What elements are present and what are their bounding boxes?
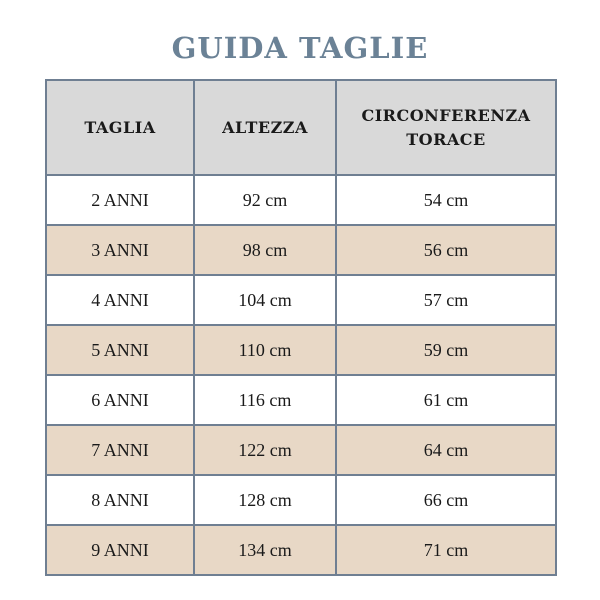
cell-torace: 57 cm	[336, 275, 556, 325]
header-circonferenza-line1: CIRCONFERENZA	[361, 105, 531, 125]
cell-taglia: 2 ANNI	[46, 175, 194, 225]
cell-altezza: 128 cm	[194, 475, 336, 525]
cell-altezza: 116 cm	[194, 375, 336, 425]
table-row	[46, 375, 556, 425]
header-circonferenza-line2: TORACE	[406, 129, 486, 149]
table-row	[46, 525, 556, 575]
cell-torace: 61 cm	[336, 375, 556, 425]
table-row	[46, 325, 556, 375]
cell-altezza: 134 cm	[194, 525, 336, 575]
size-chart-table	[45, 79, 557, 576]
table-row	[46, 475, 556, 525]
cell-altezza: 104 cm	[194, 275, 336, 325]
cell-torace: 54 cm	[336, 175, 556, 225]
cell-taglia: 4 ANNI	[46, 275, 194, 325]
cell-altezza: 110 cm	[194, 325, 336, 375]
cell-torace: 59 cm	[336, 325, 556, 375]
cell-taglia: 8 ANNI	[46, 475, 194, 525]
cell-taglia: 7 ANNI	[46, 425, 194, 475]
table-row	[46, 275, 556, 325]
cell-taglia: 6 ANNI	[46, 375, 194, 425]
page-title: GUIDA TAGLIE	[171, 31, 429, 65]
cell-taglia: 5 ANNI	[46, 325, 194, 375]
cell-altezza: 122 cm	[194, 425, 336, 475]
cell-torace: 71 cm	[336, 525, 556, 575]
table-row	[46, 425, 556, 475]
cell-taglia: 3 ANNI	[46, 225, 194, 275]
cell-altezza: 92 cm	[194, 175, 336, 225]
cell-torace: 66 cm	[336, 475, 556, 525]
cell-taglia: 9 ANNI	[46, 525, 194, 575]
table-row	[46, 225, 556, 275]
header-circonferenza-torace	[336, 80, 556, 175]
header-taglia: TAGLIA	[46, 80, 194, 175]
cell-torace: 56 cm	[336, 225, 556, 275]
table-row	[46, 175, 556, 225]
cell-torace: 64 cm	[336, 425, 556, 475]
header-altezza: ALTEZZA	[194, 80, 336, 175]
cell-altezza: 98 cm	[194, 225, 336, 275]
table-header-row	[46, 80, 556, 175]
